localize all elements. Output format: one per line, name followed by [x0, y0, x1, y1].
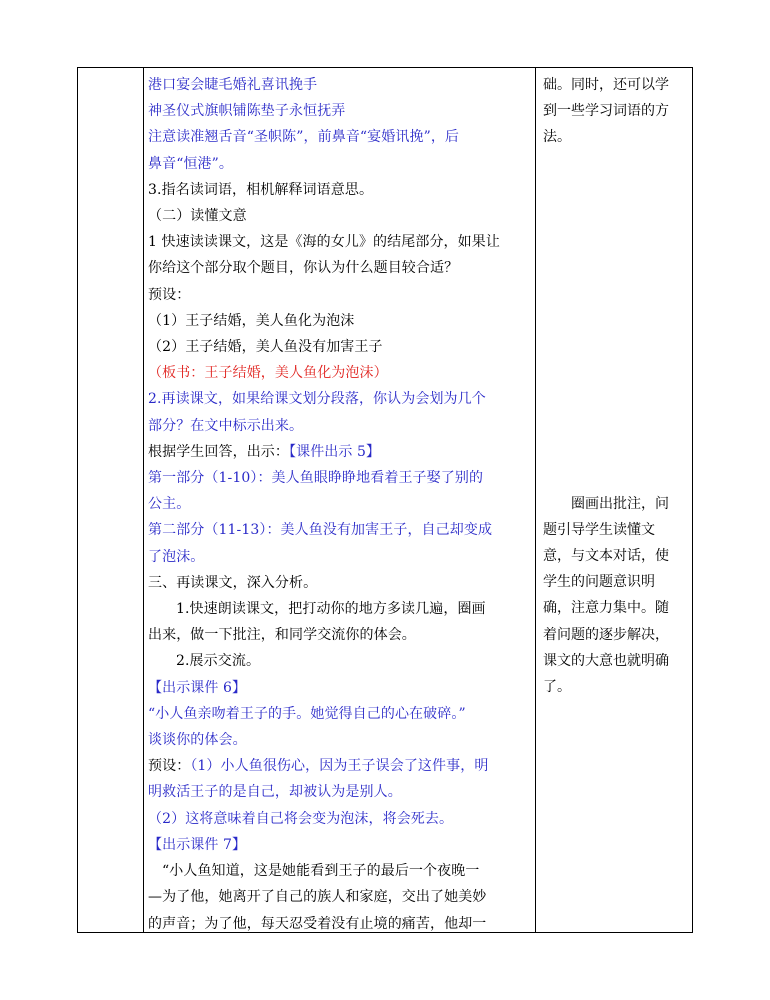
text-line: 着问题的逐步解决， [543, 626, 669, 643]
text-line: 1 快速读读课文，这是《海的女儿》的结尾部分，如果让 [148, 234, 500, 251]
text-line: 你给这个部分取个题目，你认为什么题目较合适？ [148, 260, 459, 277]
text-line: 圈画出批注，问 [571, 495, 669, 512]
text-line: 学生的问题意识明 [543, 574, 655, 591]
text-line: 课文的大意也就明确 [543, 652, 669, 669]
spacer [543, 151, 687, 491]
design-intent-top [543, 72, 687, 151]
text-line: 的声音；为了他，每天忍受着没有止境的痛苦，他却一 [148, 915, 487, 932]
text-span: （1）小人鱼很伤心，因为王子误会了这件事，明 [190, 758, 489, 775]
text-line: 意，与文本对话，使 [543, 548, 669, 565]
design-intent-bottom [543, 491, 687, 701]
column-divider-left [143, 68, 144, 932]
text-line: 港口宴会睫毛婚礼喜讯挽手 [148, 77, 318, 93]
text-line: 3.指名读词语，相机解释词语意思。 [148, 181, 374, 198]
text-line: “小人鱼亲吻着王子的手。她觉得自己的心在破碎。” [148, 705, 466, 722]
text-line: 第二部分（11-13）：美人鱼没有加害王子，自己却变成 [148, 522, 493, 539]
text-line: （2）这将意味着自己将会变为泡沫，将会死去。 [148, 810, 454, 827]
text-line: （二）读懂文意 [148, 208, 247, 225]
text-line [148, 753, 532, 779]
text-line: 部分？在文中标示出来。 [148, 417, 304, 434]
text-line: （1）王子结婚，美人鱼化为泡沫 [148, 312, 355, 329]
text-line: 注意读准翘舌音“圣帜陈”，前鼻音“宴婚讯挽”，后 [148, 129, 460, 146]
text-span: 根据学生回答，出示： [148, 443, 289, 460]
text-line [148, 439, 532, 465]
text-line: 确，注意力集中。随 [543, 600, 669, 617]
text-line: “小人鱼知道，这是她能看到王子的最后一个夜晚一 [162, 863, 480, 880]
text-line: 神圣仪式旗帜铺陈垫子永恒抚弄 [148, 103, 346, 120]
text-line: 出来，做一下批注，和同学交流你的体会。 [148, 627, 416, 644]
text-line: 明救活王子的是自己，却被认为是别人。 [148, 784, 402, 801]
text-span: 预设： [148, 758, 191, 775]
text-line: 础。同时，还可以学 [543, 77, 669, 93]
text-line: 法。 [543, 129, 571, 146]
courseware-label: 【课件出示 5】 [289, 443, 381, 460]
text-line: 2.展示交流。 [176, 653, 261, 670]
text-line: 到一些学习词语的方 [543, 103, 669, 120]
text-line: （板书：王子结婚，美人鱼化为泡沫） [148, 365, 388, 382]
column-divider-right [535, 68, 536, 932]
text-line: 三、再读课文，深入分析。 [148, 574, 318, 591]
text-line: 了泡沫。 [148, 548, 205, 565]
text-line: —为了他，她离开了自己的族人和家庭，交出了她美妙 [148, 889, 487, 906]
text-line: 【出示课件 7】 [148, 836, 247, 853]
text-line: 谈谈你的体会。 [148, 732, 247, 749]
design-intent-column [543, 72, 687, 700]
text-line: 题引导学生读懂文 [543, 521, 655, 538]
text-line: 1.快速朗读课文，把打动你的地方多读几遍，圈画 [176, 601, 486, 618]
text-line: 第一部分（1-10）：美人鱼眼睁睁地看着王子娶了别的 [148, 470, 484, 487]
text-line: 预设： [148, 286, 191, 303]
text-line: （2）王子结婚，美人鱼没有加害王子 [148, 339, 383, 356]
lesson-plan-table [77, 67, 693, 933]
teaching-process-column [148, 72, 532, 937]
text-line: 公主。 [148, 496, 191, 513]
text-line: 【出示课件 6】 [148, 679, 247, 696]
text-line: 2.再读课文，如果给课文划分段落，你认为会划为几个 [148, 391, 486, 408]
text-line: 了。 [543, 679, 571, 696]
text-line: 鼻音“恒港”。 [148, 155, 234, 172]
